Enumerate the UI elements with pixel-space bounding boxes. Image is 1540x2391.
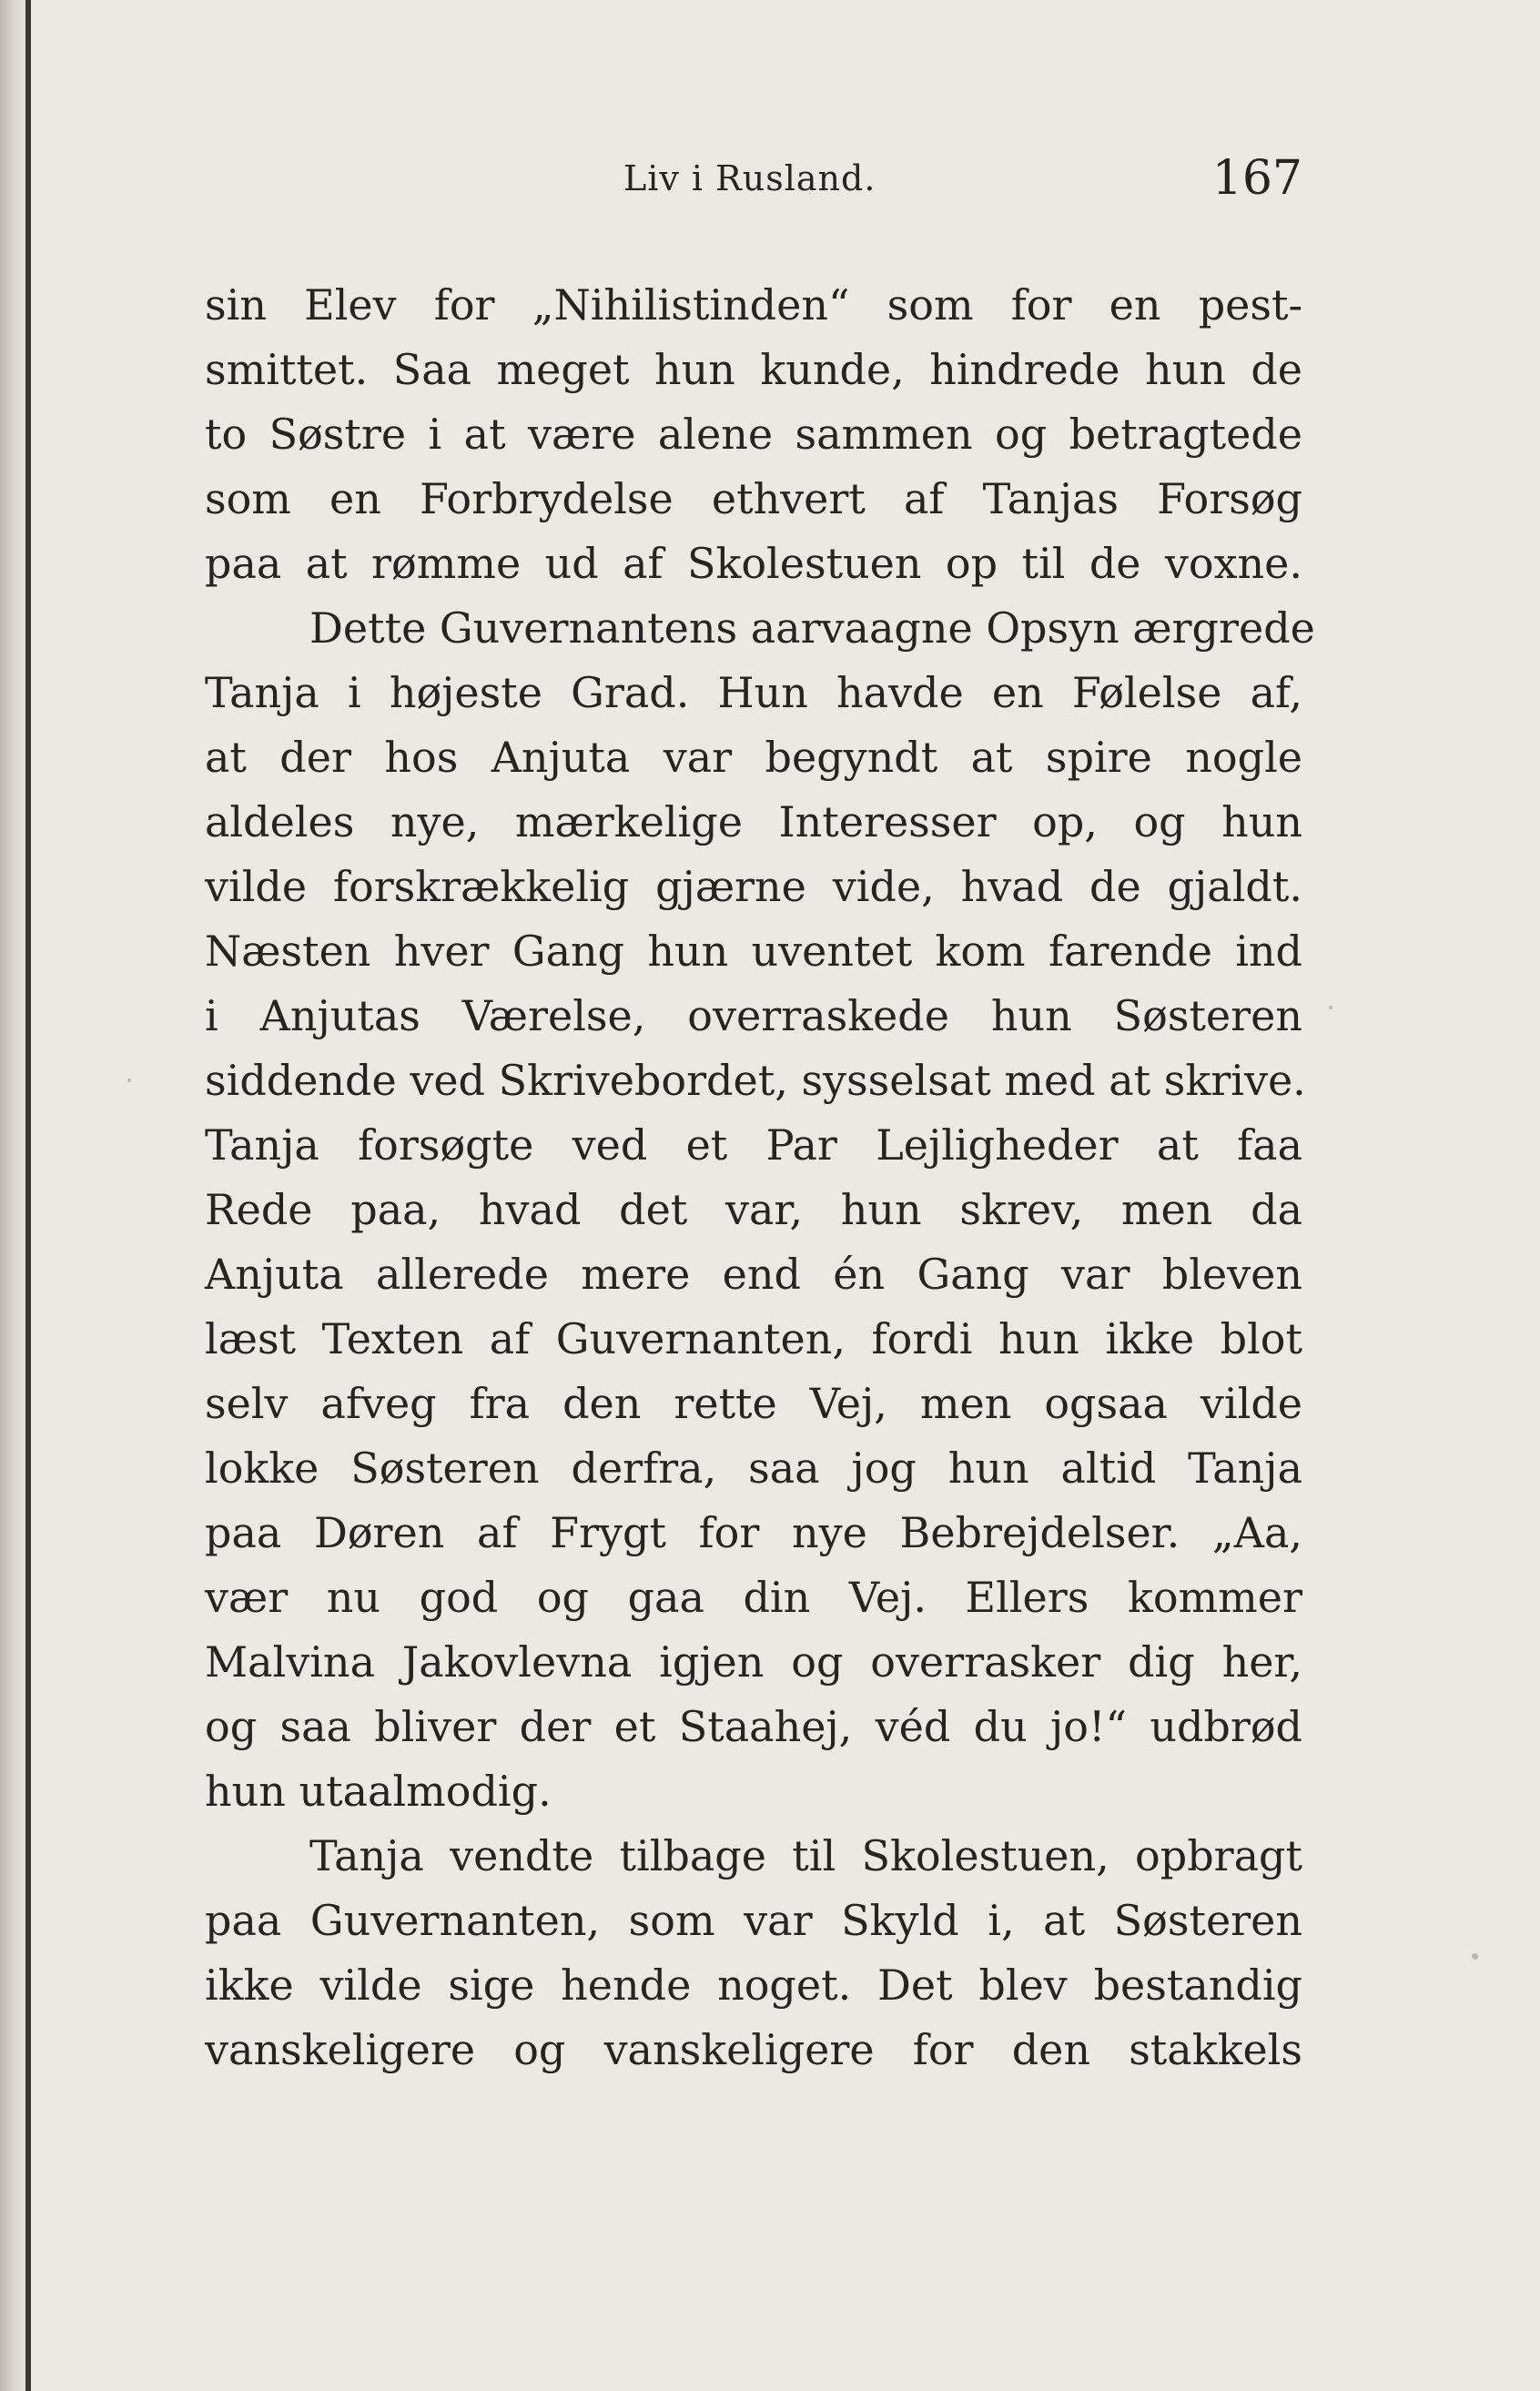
text-line: at der hos Anjuta var begyndt at spire nogle xyxy=(205,733,1302,782)
page-spine-edge xyxy=(25,0,31,2391)
text-line: som en Forbrydelse ethvert af Tanjas Forsøg xyxy=(205,474,1302,523)
page-number: 167 xyxy=(1211,151,1302,206)
body-text xyxy=(205,273,1315,2082)
paper-fleck xyxy=(1472,1953,1478,1960)
text-line: siddende ved Skrivebordet, sysselsat med at skrive. xyxy=(205,1056,1306,1105)
text-line: Rede paa, hvad det var, hun skrev, men da xyxy=(205,1185,1302,1234)
text-line: selv afveg fra den rette Vej, men ogsaa vilde xyxy=(205,1379,1302,1428)
page-spine-shadow xyxy=(0,0,36,2391)
text-line: Malvina Jakovlevna igjen og overrasker dig her, xyxy=(205,1637,1302,1687)
text-line: paa Døren af Frygt for nye Bebrejdelser. „Aa, xyxy=(205,1508,1302,1557)
text-line: paa Guvernanten, som var Skyld i, at Søsteren xyxy=(205,1896,1302,1945)
text-line: i Anjutas Værelse, overraskede hun Søsteren xyxy=(205,991,1302,1040)
text-line: paa at rømme ud af Skolestuen op til de voxne. xyxy=(205,539,1302,588)
paper-fleck xyxy=(1329,1006,1332,1009)
text-line: læst Texten af Guvernanten, fordi hun ikke blot xyxy=(205,1314,1302,1363)
text-line: Anjuta allerede mere end én Gang var bleven xyxy=(205,1250,1302,1299)
page-header xyxy=(205,151,1302,215)
text-line: Tanja vendte tilbage til Skolestuen, opbragt xyxy=(309,1831,1302,1880)
text-line: lokke Søsteren derfra, saa jog hun altid Tanja xyxy=(205,1444,1302,1493)
text-line: Næsten hver Gang hun uventet kom farende ind xyxy=(205,927,1302,976)
text-line: smittet. Saa meget hun kunde, hindrede hun de xyxy=(205,345,1302,394)
text-line: vilde forskrækkelig gjærne vide, hvad de gjaldt. xyxy=(205,862,1302,911)
text-line: hun utaalmodig. xyxy=(205,1767,552,1816)
text-line: vær nu god og gaa din Vej. Ellers kommer xyxy=(205,1573,1302,1622)
text-line: Tanja i højeste Grad. Hun havde en Følelse af, xyxy=(205,668,1302,717)
text-line: aldeles nye, mærkelige Interesser op, og hun xyxy=(205,797,1302,846)
text-line: vanskeligere og vanskeligere for den stakkels xyxy=(205,2025,1302,2074)
text-line: sin Elev for „Nihilistinden“ som for en pest- xyxy=(205,280,1302,329)
text-line: to Søstre i at være alene sammen og betragtede xyxy=(205,410,1302,459)
text-line: Dette Guvernantens aarvaagne Opsyn ærgrede xyxy=(309,603,1315,653)
text-line: Tanja forsøgte ved et Par Lejligheder at faa xyxy=(205,1120,1302,1170)
text-line: og saa bliver der et Staahej, véd du jo!“ udbrød xyxy=(205,1702,1302,1751)
running-title: Liv i Rusland. xyxy=(623,158,876,198)
paper-fleck xyxy=(127,1079,131,1082)
text-line: ikke vilde sige hende noget. Det blev bestandig xyxy=(205,1960,1302,2010)
